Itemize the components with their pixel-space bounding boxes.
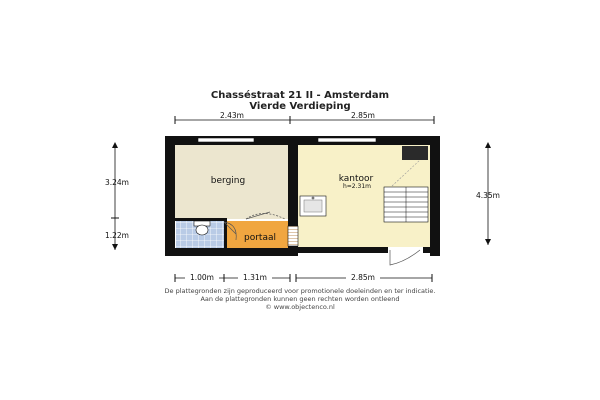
disclaimer-line-2: Aan de plattegronden kunnen geen rechten worden ontleend	[200, 295, 400, 303]
label-kantoor: kantoor	[338, 174, 374, 184]
plan-title: Chasséstraat 21 II - Amsterdam	[210, 90, 390, 101]
chimney-block	[402, 146, 428, 160]
label-portaal: portaal	[244, 233, 276, 243]
dim-bottom-2: 1.31m	[242, 273, 268, 282]
copyright-line: © www.objectenco.nl	[265, 303, 335, 311]
dim-left-lower: 1.22m	[104, 231, 130, 240]
plan-subtitle: Vierde Verdieping	[249, 101, 351, 112]
dim-left-upper: 3.24m	[104, 178, 130, 187]
dim-bottom-1: 1.00m	[189, 273, 215, 282]
dim-bottom-3: 2.85m	[350, 273, 376, 282]
passage-opening	[288, 226, 298, 246]
sink-icon	[300, 196, 326, 216]
dim-right: 4.35m	[475, 191, 501, 200]
door-entrance	[388, 247, 423, 265]
label-kantoor-height: h=2.31m	[342, 183, 372, 190]
disclaimer-line-1: De plattegronden zijn geproduceerd voor promotionele doeleinden en ter indicatie.	[164, 287, 436, 295]
label-berging: berging	[210, 176, 246, 186]
dim-top-left: 2.43m	[219, 111, 245, 120]
top-dimension-line	[175, 116, 434, 124]
dim-top-right: 2.85m	[350, 111, 376, 120]
